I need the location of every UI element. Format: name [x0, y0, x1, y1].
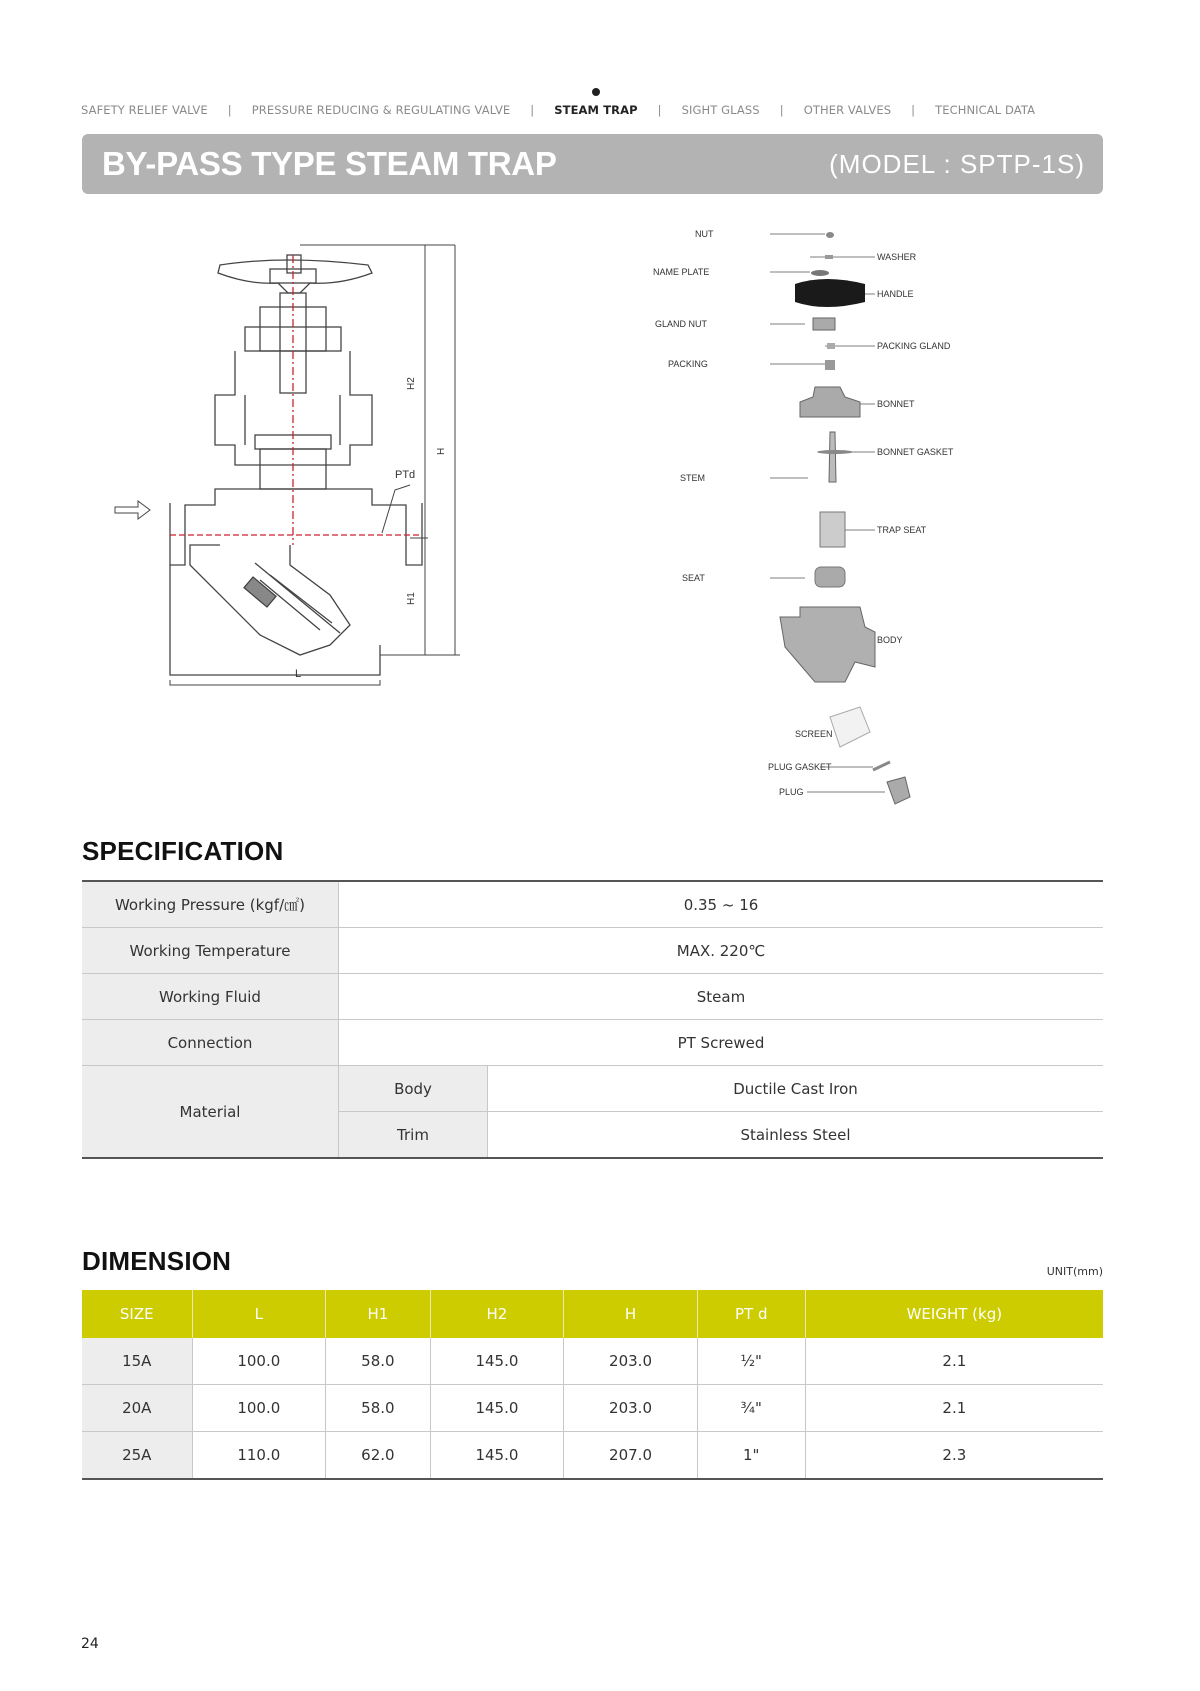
column-header: SIZE [82, 1290, 192, 1338]
size-cell: 25A [82, 1432, 192, 1480]
part-label-screen: SCREEN [795, 729, 833, 739]
part-label-packing: PACKING [668, 359, 708, 369]
part-label-washer: WASHER [877, 252, 917, 262]
part-label-packing-gland: PACKING GLAND [877, 341, 951, 351]
product-title-bar [82, 134, 1103, 194]
size-cell: 20A [82, 1385, 192, 1432]
table-row [82, 881, 1103, 928]
category-nav [81, 103, 1103, 117]
spec-label: Working Fluid [82, 974, 339, 1020]
size-cell: 15A [82, 1338, 192, 1385]
specification-table [82, 880, 1103, 1159]
column-header: H [564, 1290, 698, 1338]
nav-item-other-valves[interactable]: OTHER VALVES [803, 103, 892, 117]
table-cell: 100.0 [192, 1338, 326, 1385]
table-cell: 100.0 [192, 1385, 326, 1432]
part-label-stem: STEM [680, 473, 706, 483]
part-label-plug: PLUG [779, 787, 804, 797]
label-h1: H1 [406, 592, 417, 605]
table-cell: 62.0 [326, 1432, 431, 1480]
nav-item-technical-data[interactable]: TECHNICAL DATA [935, 103, 1036, 117]
table-cell: 203.0 [564, 1385, 698, 1432]
nav-item-safety-relief-valve[interactable]: SAFETY RELIEF VALVE [81, 103, 208, 117]
table-row [82, 1432, 1103, 1480]
spec-value: 0.35 ~ 16 [339, 881, 1104, 928]
table-row [82, 974, 1103, 1020]
table-cell: 58.0 [326, 1338, 431, 1385]
part-label-bonnet-gasket: BONNET GASKET [877, 447, 954, 457]
dimension-heading: DIMENSION [82, 1246, 232, 1276]
label-h: H [436, 447, 447, 455]
nav-separator: | [530, 103, 535, 117]
product-title: BY-PASS TYPE STEAM TRAP [102, 145, 557, 182]
table-row [82, 1020, 1103, 1066]
table-cell: 58.0 [326, 1385, 431, 1432]
unit-label: UNIT(mm) [1046, 1265, 1103, 1278]
label-l: L [295, 668, 302, 680]
table-row [82, 928, 1103, 974]
column-header: PT d [697, 1290, 805, 1338]
part-label-name-plate: NAME PLATE [653, 267, 710, 277]
table-cell: 2.1 [805, 1338, 1103, 1385]
label-h2: H2 [406, 377, 417, 390]
spec-value: Stainless Steel [740, 1125, 851, 1144]
table-cell: 203.0 [564, 1338, 698, 1385]
nav-item-pressure-reducing[interactable]: PRESSURE REDUCING & REGULATING VALVE [251, 103, 511, 117]
nav-item-steam-trap[interactable] [554, 103, 637, 117]
nav-separator: | [227, 103, 232, 117]
table-cell: 2.3 [942, 1446, 967, 1464]
spec-sublabel: Trim [339, 1112, 488, 1159]
nav-separator: | [911, 103, 916, 117]
table-row [82, 1338, 1103, 1385]
part-label-body: BODY [877, 635, 903, 645]
spec-value: MAX. 220℃ [339, 928, 1104, 974]
spec-label: Working Pressure (kgf/㎠) [82, 881, 339, 928]
product-model: (MODEL : SPTP-1S) [829, 148, 1085, 179]
spec-value: PT Screwed [339, 1020, 1104, 1066]
nav-separator: | [657, 103, 662, 117]
part-label-handle: HANDLE [877, 289, 914, 299]
nav-separator: | [779, 103, 784, 117]
nav-item-label: STEAM TRAP [554, 103, 638, 117]
spec-label: Material [82, 1066, 339, 1159]
table-cell: 207.0 [564, 1432, 698, 1480]
table-cell: ¾" [697, 1385, 805, 1432]
spec-value: Ductile Cast Iron [488, 1066, 1104, 1112]
part-label-seat: SEAT [682, 573, 705, 583]
table-cell: 1" [697, 1432, 805, 1480]
column-header: H1 [326, 1290, 431, 1338]
page-number: 24 [81, 1636, 99, 1652]
table-header-row [82, 1290, 1103, 1338]
spec-label: Working Temperature [82, 928, 339, 974]
nav-item-sight-glass[interactable]: SIGHT GLASS [681, 103, 760, 117]
sectional-drawing [110, 245, 520, 755]
exploded-parts-view [653, 222, 985, 807]
table-cell: 145.0 [430, 1338, 564, 1385]
spec-sublabel: Body [339, 1066, 488, 1112]
active-dot-icon [592, 88, 600, 96]
specification-heading: SPECIFICATION [82, 836, 284, 866]
column-header: L [192, 1290, 326, 1338]
table-row [82, 1066, 1103, 1112]
table-cell: ½" [697, 1338, 805, 1385]
dimension-table [82, 1290, 1103, 1480]
table-row [82, 1385, 1103, 1432]
spec-value: Steam [339, 974, 1104, 1020]
part-label-nut: NUT [695, 229, 714, 239]
table-cell: 145.0 [430, 1385, 564, 1432]
column-header: WEIGHT (kg) [805, 1290, 1103, 1338]
part-label-gland-nut: GLAND NUT [655, 319, 708, 329]
handle-part [795, 279, 865, 307]
part-label-plug-gasket: PLUG GASKET [768, 762, 832, 772]
column-header: H2 [430, 1290, 564, 1338]
table-cell: 110.0 [192, 1432, 326, 1480]
part-label-trap-seat: TRAP SEAT [877, 525, 927, 535]
table-cell: 2.1 [805, 1385, 1103, 1432]
label-ptd: PTd [395, 469, 416, 481]
spec-label: Connection [82, 1020, 339, 1066]
part-label-bonnet: BONNET [877, 399, 915, 409]
table-cell: 145.0 [430, 1432, 564, 1480]
